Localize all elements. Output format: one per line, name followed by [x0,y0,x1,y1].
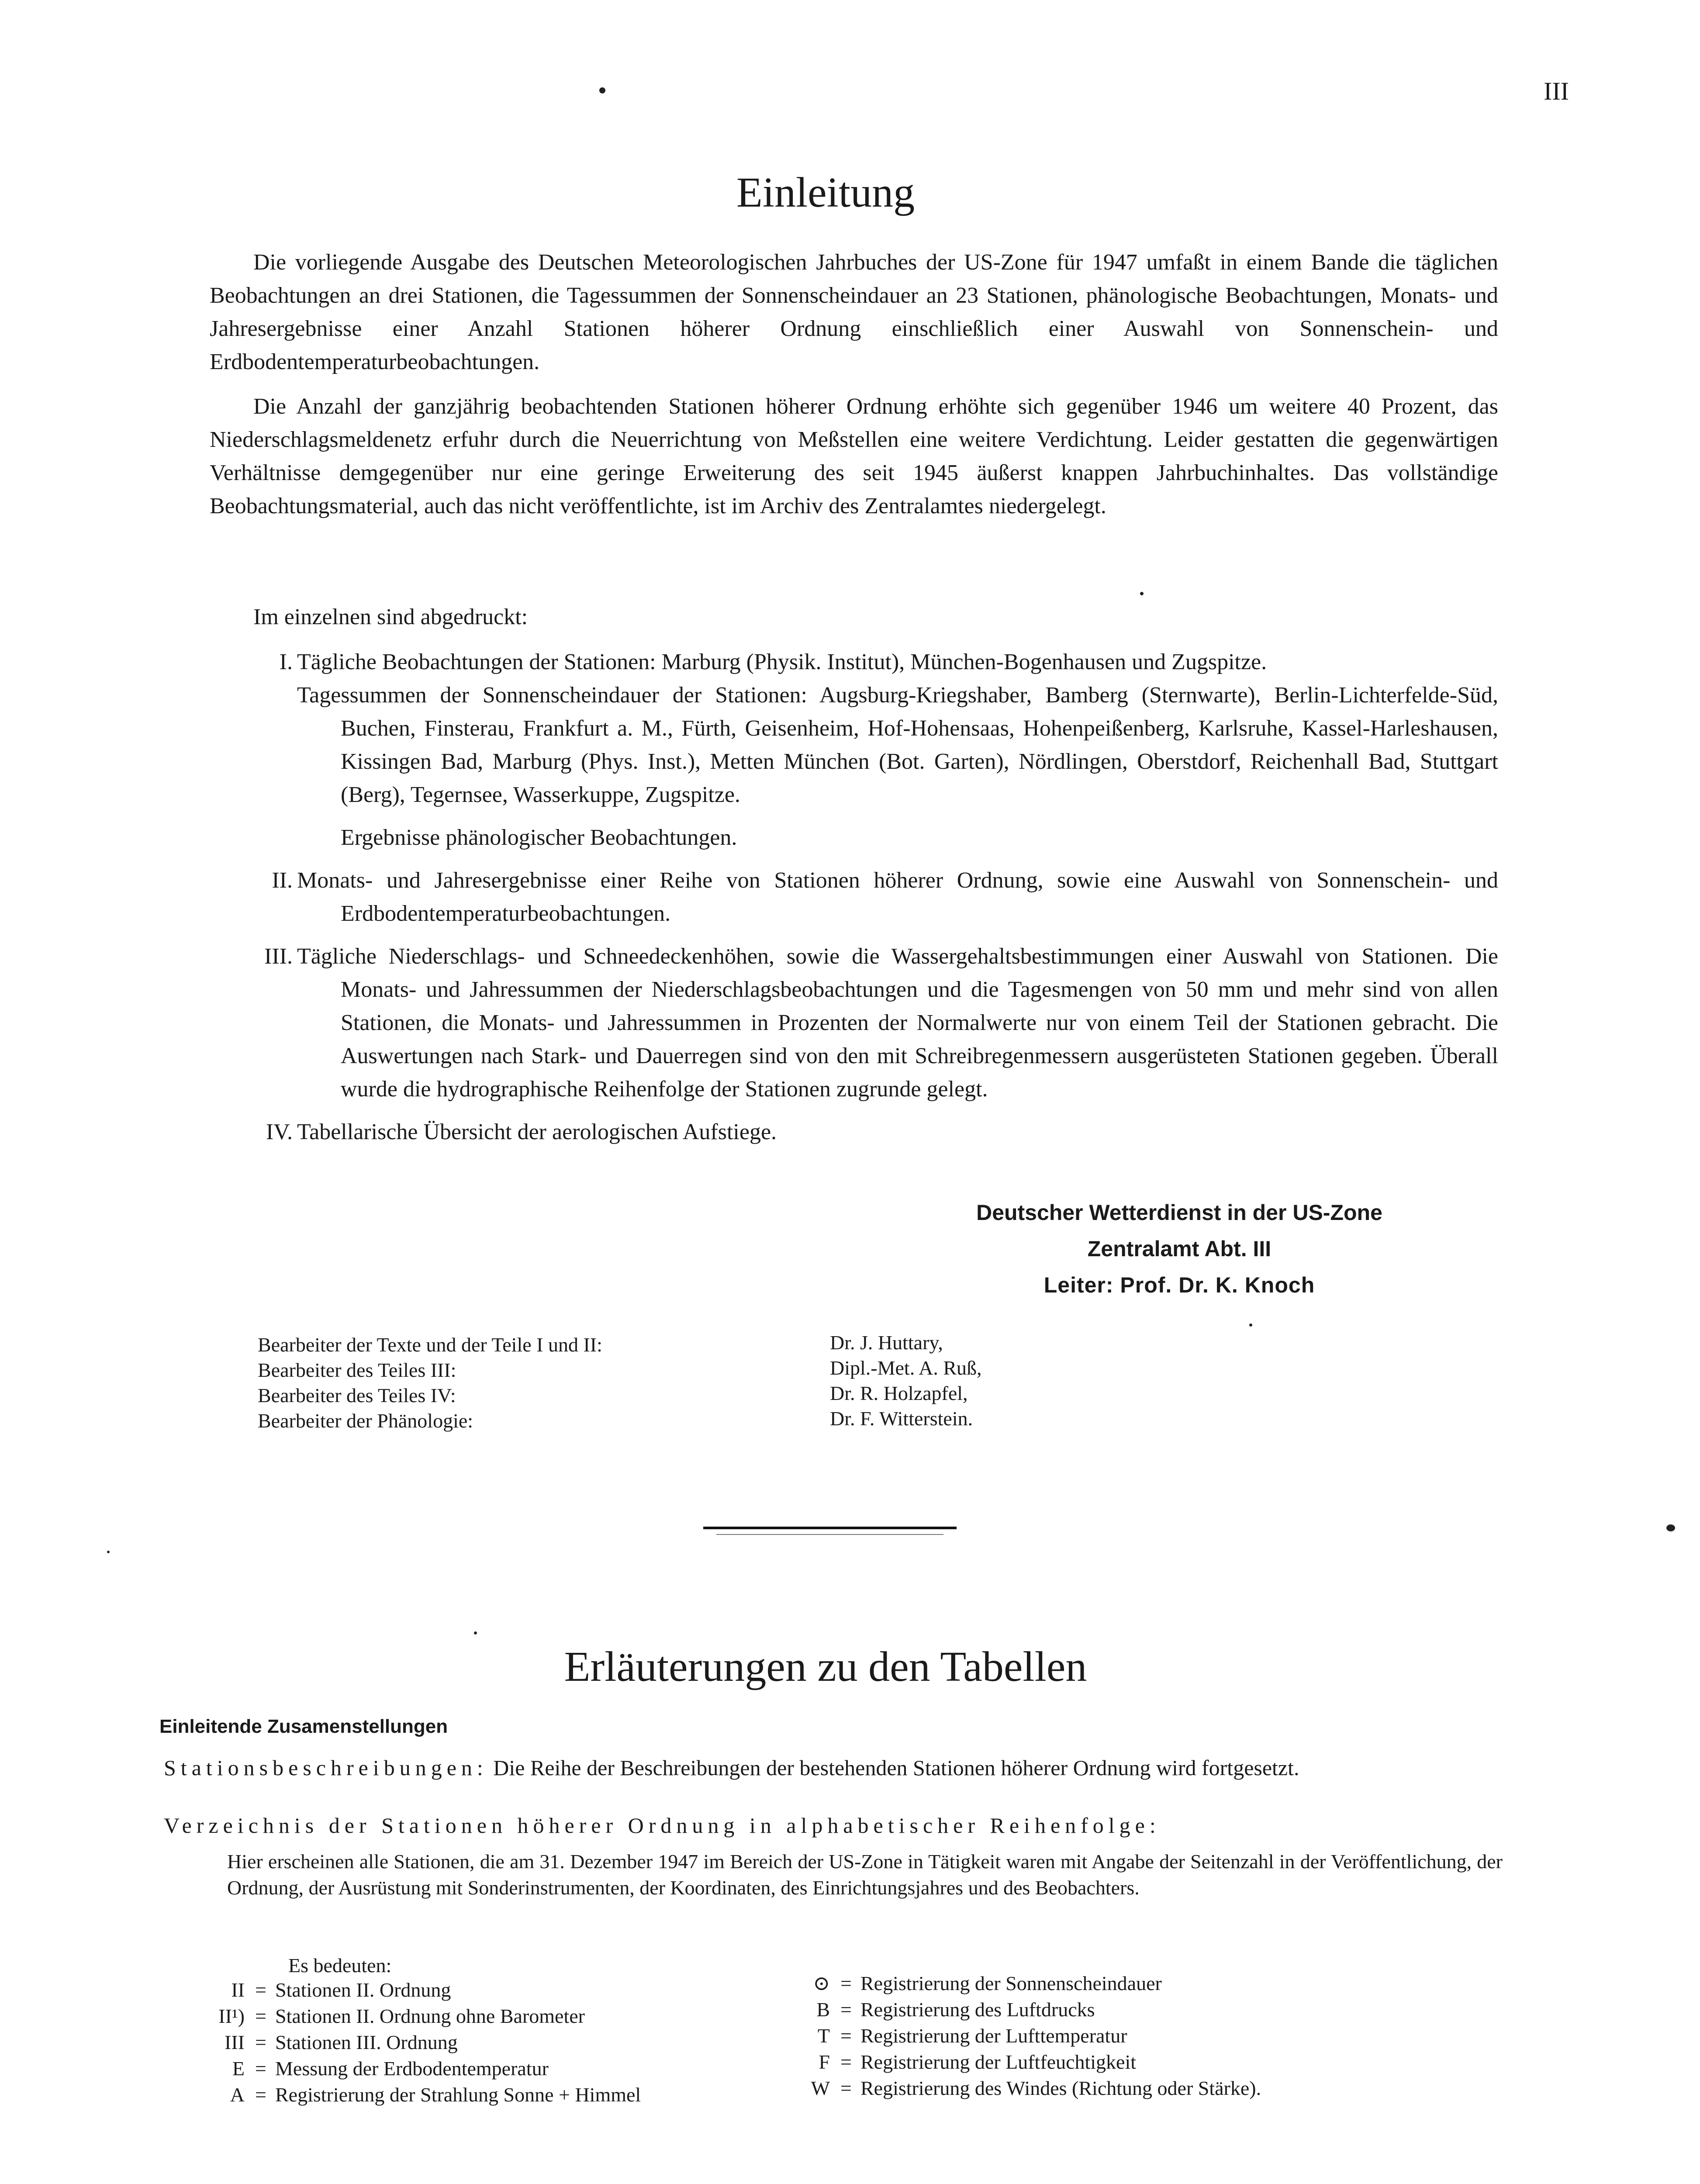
legend-text: Stationen III. Ordnung [275,2031,458,2053]
scan-speck [1140,592,1144,595]
list-item [210,821,1498,854]
list-item-number: II. [272,868,293,893]
legend-symbol: W [811,2077,830,2099]
intro-title: Einleitung [736,169,915,216]
legend-intro: Es bedeuten: [288,1954,392,1977]
legend-symbol: III [225,2031,245,2053]
list-item-text: Tägliche Niederschlags- und Schneedeckenhöhen, sowie die Wassergehaltsbestimmungen einer Auswahl von Stationen. Die Monats- und Jahressummen der Niederschlagsbeobachtungen und die Tagesmengen von 50 mm und mehr sind von allen Stationen, die Monats- und Jahressummen in Prozenten der Normalwerte nur von einem Teil der Stationen gebracht. Die Auswertungen nach Stark- und Dauerregen sind von den mit Schreibregenmessern ausgerüsteten Stationen gegeben. Überall wurde die hydrographische Reihenfolge der Stationen zugrunde gelegt. [297,944,1498,1102]
station-list-text: Hier erscheinen alle Stationen, die am 31. Dezember 1947 im Bereich der US-Zone in Tätigkeit waren mit Angabe der Seitenzahl in der Veröffentlichung, der Ordnung, der Ausrüstung mit Sonderinstrumenten, der Koordinaten, des Einrichtungsjahres und des Beobachters. [227,1850,1503,1899]
intro-paragraph-2: Die Anzahl der ganzjährig beobachtenden Stationen höherer Ordnung erhöhte sich gegenüber 1946 um weitere 40 Prozent, das Niederschlagsmeldenetz erfuhr durch die Neuerrichtung von Meßstellen eine weitere Verdichtung. Leider gestatten die gegenwärtigen Verhältnisse demgegenüber nur eine geringe Erweiterung des seit 1945 äußerst knappen Jahrbuchinhaltes. Das vollständige Beobachtungsmaterial, auch das nicht veröffentlichte, ist im Archiv des Zentralamtes niedergelegt. [210,394,1498,518]
staff-name: Dr. J. Huttary, [830,1331,943,1354]
legend-symbol: A [230,2084,245,2106]
station-descriptions-text: Die Reihe der Beschreibungen der bestehenden Stationen höherer Ordnung wird fortgesetzt. [493,1755,1299,1780]
intro-paragraph-1: Die vorliegende Ausgabe des Deutschen Meteorologischen Jahrbuches der US-Zone für 1947 umfaßt in einem Bande die täglichen Beobachtungen an drei Stationen, die Tagessummen der Sonnenscheindauer an 23 Stationen, phänologische Beobachtungen, Monats- und Jahresergebnisse einer Anzahl Stationen höherer Ordnung einschließlich einer Auswahl von Sonnenschein- und Erdbodentemperaturbeobachtungen. [210,250,1498,374]
scan-speck [107,1551,110,1553]
legend-text: Registrierung der Strahlung Sonne + Himmel [275,2084,641,2106]
scan-speck [1666,1524,1675,1531]
legend-symbol: II¹) [218,2005,245,2027]
legend-text: Stationen II. Ordnung [275,1979,451,2001]
list-item [210,679,1498,812]
signature-block [961,1195,1398,1303]
page-number: III [1544,77,1569,105]
legend-symbol: B [816,1998,830,2021]
list-item-text: Tabellarische Übersicht der aerologischen Aufstiege. [297,1120,777,1144]
staff-role: Bearbeiter des Teiles III: [258,1359,456,1381]
legend-row: F = Registrierung der Luftfeuchtigkeit [743,2049,1261,2075]
list-item-text: Ergebnisse phänologischer Beobachtungen. [341,825,737,850]
station-descriptions-label: Stationsbeschreibungen: [164,1755,488,1780]
legend-symbol: F [819,2051,830,2073]
staff-role: Bearbeiter der Texte und der Teile I und II: [258,1334,602,1356]
legend-row: B = Registrierung des Luftdrucks [743,1997,1261,2023]
legend-row: ⊙ = Registrierung der Sonnenscheindauer [743,1970,1261,1997]
list-item-text: Tägliche Beobachtungen der Stationen: Marburg (Physik. Institut), München-Bogenhausen und Zugspitze. [297,650,1267,674]
legend-text: Registrierung des Luftdrucks [860,1998,1095,2021]
list-item [210,940,1498,1106]
list-item-number: IV. [266,1120,293,1144]
list-item-text: Tagessummen der Sonnenscheindauer der Stationen: Augsburg-Kriegshaber, Bamberg (Sternwarte), Berlin-Lichterfelde-Süd, Buchen, Finsterau, Frankfurt a. M., Fürth, Geisenheim, Hof-Hohensaas, Hohenpeißenberg, Karlsruhe, Kassel-Harleshausen, Kissingen Bad, Marburg (Phys. Inst.), Metten München (Bot. Garten), Nördlingen, Oberstdorf, Reichenhall Bad, Stuttgart (Berg), Tegernsee, Wasserkuppe, Zugspitze. [297,683,1498,807]
scan-speck [1249,1324,1252,1327]
list-item [210,1116,1498,1149]
list-item [210,646,1498,679]
list-item-text: Monats- und Jahresergebnisse einer Reihe von Stationen höherer Ordnung, sowie eine Auswahl von Sonnenschein- und Erdbodentemperaturbeobachtungen. [297,868,1498,926]
legend-symbol: E [232,2057,245,2080]
staff-name: Dr. F. Witterstein. [830,1407,973,1430]
sun-symbol-icon: ⊙ [813,1972,830,1994]
legend-row: T = Registrierung der Lufttemperatur [743,2023,1261,2049]
signature-line: Zentralamt Abt. III [1087,1237,1272,1261]
tables-title: Erläuterungen zu den Tabellen [564,1643,1087,1690]
legend-left [157,1977,641,2108]
signature-line: Deutscher Wetterdienst in der US-Zone [976,1200,1382,1225]
legend-row: E = Messung der Erdbodentemperatur [157,2056,641,2082]
list-item-number: III. [264,944,293,969]
staff-names [830,1330,1223,1431]
divider-rule-thin [716,1534,943,1535]
legend-right [743,1970,1261,2101]
legend-row: III = Stationen III. Ordnung [157,2029,641,2056]
divider-rule [703,1527,957,1529]
legend-symbol: II [231,1979,245,2001]
legend-text: Stationen II. Ordnung ohne Barometer [275,2005,585,2027]
staff-name: Dipl.-Met. A. Ruß, [830,1357,982,1379]
list-item-number: I. [279,650,293,674]
legend-text: Registrierung der Luftfeuchtigkeit [860,2051,1137,2073]
staff-role: Bearbeiter des Teiles IV: [258,1384,456,1406]
contents-list [210,646,1498,1158]
staff-role: Bearbeiter der Phänologie: [258,1410,473,1432]
legend-text: Registrierung der Sonnenscheindauer [860,1972,1162,1994]
station-descriptions-line [164,1755,1518,1780]
signature-line: Leiter: Prof. Dr. K. Knoch [1043,1273,1315,1297]
staff-name: Dr. R. Holzapfel, [830,1382,968,1404]
legend-row: II¹) = Stationen II. Ordnung ohne Barometer [157,2003,641,2029]
legend-row: II = Stationen II. Ordnung [157,1977,641,2003]
tables-subheading: Einleitende Zusamenstellungen [159,1716,448,1737]
staff-roles [258,1332,826,1434]
legend-symbol: T [817,2025,830,2047]
legend-text: Registrierung des Windes (Richtung oder Stärke). [860,2077,1261,2099]
scan-speck [599,87,605,93]
legend-text: Messung der Erdbodentemperatur [275,2057,549,2080]
list-intro: Im einzelnen sind abgedruckt: [253,605,528,629]
legend-text: Registrierung der Lufttemperatur [860,2025,1127,2047]
station-list-label: Verzeichnis der Stationen höherer Ordnung in alphabetischer Reihenfolge: [164,1813,1161,1838]
scan-speck [474,1631,477,1635]
legend-row: A = Registrierung der Strahlung Sonne + Himmel [157,2082,641,2108]
legend-row: W = Registrierung des Windes (Richtung oder Stärke). [743,2075,1261,2101]
list-item [210,864,1498,930]
